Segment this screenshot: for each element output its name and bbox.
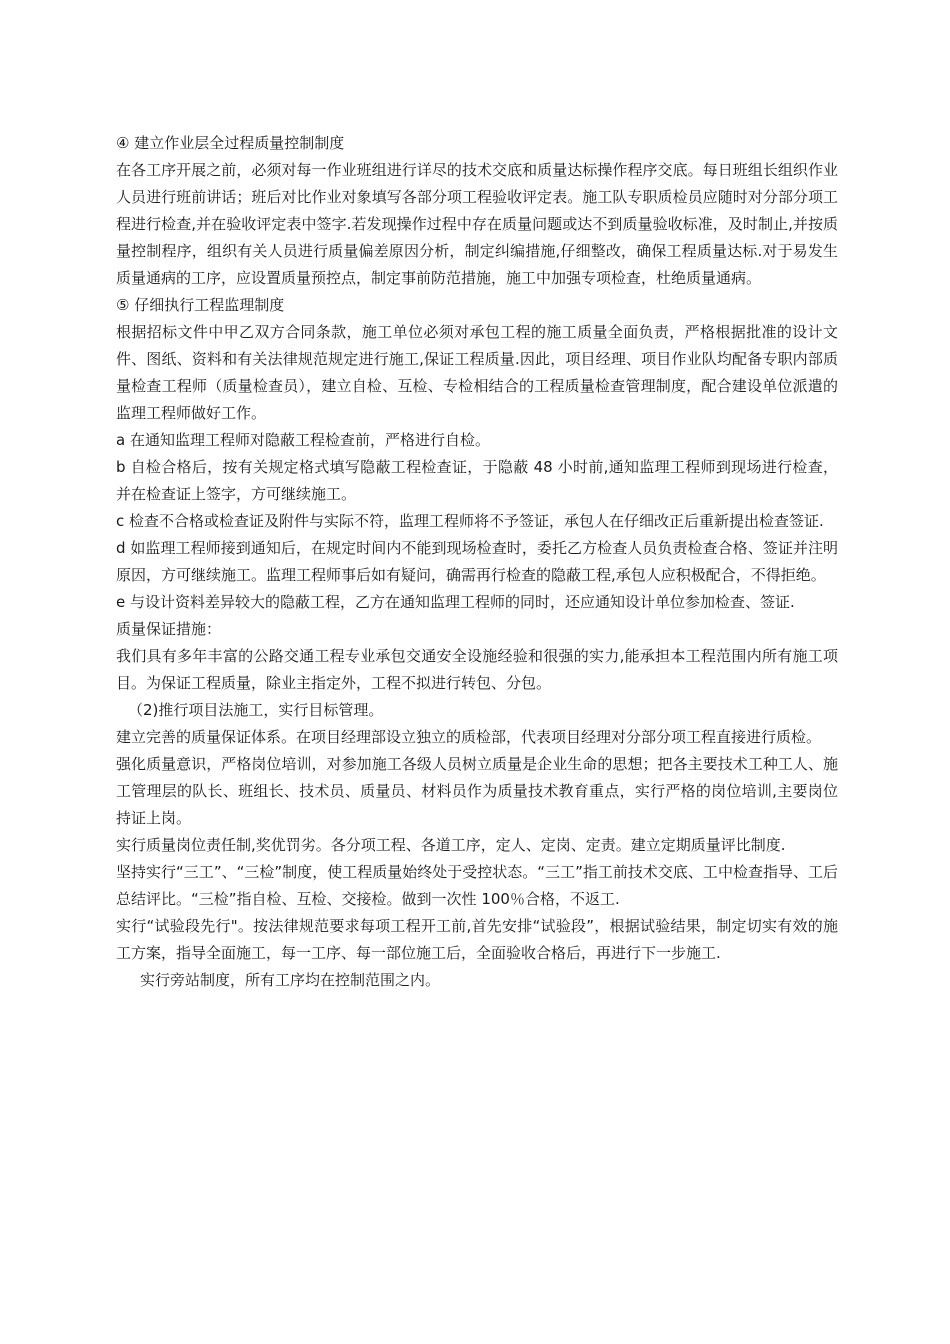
paragraph-experience: 我们具有多年丰富的公路交通工程专业承包交通安全设施经验和很强的实力,能承担本工程范围内所有施工项目。为保证工程质量，除业主指定外，工程不拟进行转包、分包。	[116, 647, 838, 692]
paragraph-supervision-system: 根据招标文件中甲乙双方合同条款，施工单位必须对承包工程的施工质量全面负责，严格根据批准的设计文件、图纸、资料和有关法律规范规定进行施工,保证工程质量.因此，项目经理、项目作业队均配备专职内部质量检查工程师（质量检查员），建立自检、互检、专检相结合的工程质量检查管理制度，配合建设单位派遣的监理工程师做好工作。	[116, 323, 838, 422]
document-page	[116, 130, 838, 994]
quality-measures-heading: 质量保证措施：	[116, 620, 222, 638]
list-item-d: d 如监理工程师接到通知后，在规定时间内不能到现场检查时，委托乙方检查人员负责检查合格、签证并注明原因，方可继续施工。监理工程师事后如有疑问，确需再行检查的隐蔽工程,承包人应积极配合，不得拒绝。	[116, 539, 838, 584]
paragraph-project-method: （2)推行项目法施工，实行目标管理。	[128, 701, 384, 719]
paragraph-work-layer-quality-control: 在各工序开展之前，必须对每一作业班组进行详尽的技术交底和质量达标操作程序交底。每日班组长组织作业人员进行班前讲话；班后对比作业对象填写各部分项工程验收评定表。施工队专职质检员应随时对分部分项工程进行检查,并在验收评定表中签字.若发现操作过程中存在质量问题或达不到质量验收标准，及时制止,并按质量控制程序，组织有关人员进行质量偏差原因分析，制定纠编措施,仔细整改，确保工程质量达标.对于易发生质量通病的工序，应设置质量预控点，制定事前防范措施，施工中加强专项检查，杜绝质量通病。	[116, 161, 838, 287]
section-heading-5: ⑤ 仔细执行工程监理制度	[116, 296, 285, 314]
list-item-c: c 检查不合格或检查证及附件与实际不符，监理工程师将不予签证，承包人在仔细改正后重新提出检查签证.	[116, 512, 824, 530]
list-item-a: a 在通知监理工程师对隐蔽工程检查前，严格进行自检。	[116, 431, 490, 449]
list-item-e: e 与设计资料差异较大的隐蔽工程，乙方在通知监理工程师的同时，还应通知设计单位参加检查、签证.	[116, 593, 795, 611]
paragraph-three-checks: 坚持实行“三工”、“三检”制度，使工程质量始终处于受控状态。“三工”指工前技术交底、工中检查指导、工后总结评比。“三检”指自检、互检、交接检。做到一次性 100％合格，不返工.	[116, 863, 838, 908]
paragraph-quality-awareness: 强化质量意识，严格岗位培训，对参加施工各级人员树立质量是企业生命的思想；把各主要技术工种工人、施工管理层的队长、班组长、技术员、质量员、材料员作为质量技术教育重点，实行严格的岗位培训,主要岗位持证上岗。	[116, 755, 838, 827]
paragraph-trial-section: 实行“试验段先行"。按法律规范要求每项工程开工前,首先安排“试验段”，根据试验结果，制定切实有效的施工方案，指导全面施工，每一工序、每一部位施工后，全面验收合格后，再进行下一步施工.	[116, 917, 838, 962]
paragraph-quality-system: 建立完善的质量保证体系。在项目经理部设立独立的质检部，代表项目经理对分部分项工程直接进行质检。	[116, 728, 822, 746]
paragraph-responsibility-system: 实行质量岗位责任制,奖优罚劣。各分项工程、各道工序，定人、定岗、定责。建立定期质量评比制度.	[116, 836, 786, 854]
paragraph-side-station: 实行旁站制度，所有工序均在控制范围之内。	[140, 971, 441, 989]
list-item-b: b 自检合格后，按有关规定格式填写隐蔽工程检查证，于隐蔽 48 小时前,通知监理工程师到现场进行检查，并在检查证上签字，方可继续施工。	[116, 458, 838, 503]
section-heading-4: ④ 建立作业层全过程质量控制制度	[116, 134, 345, 152]
